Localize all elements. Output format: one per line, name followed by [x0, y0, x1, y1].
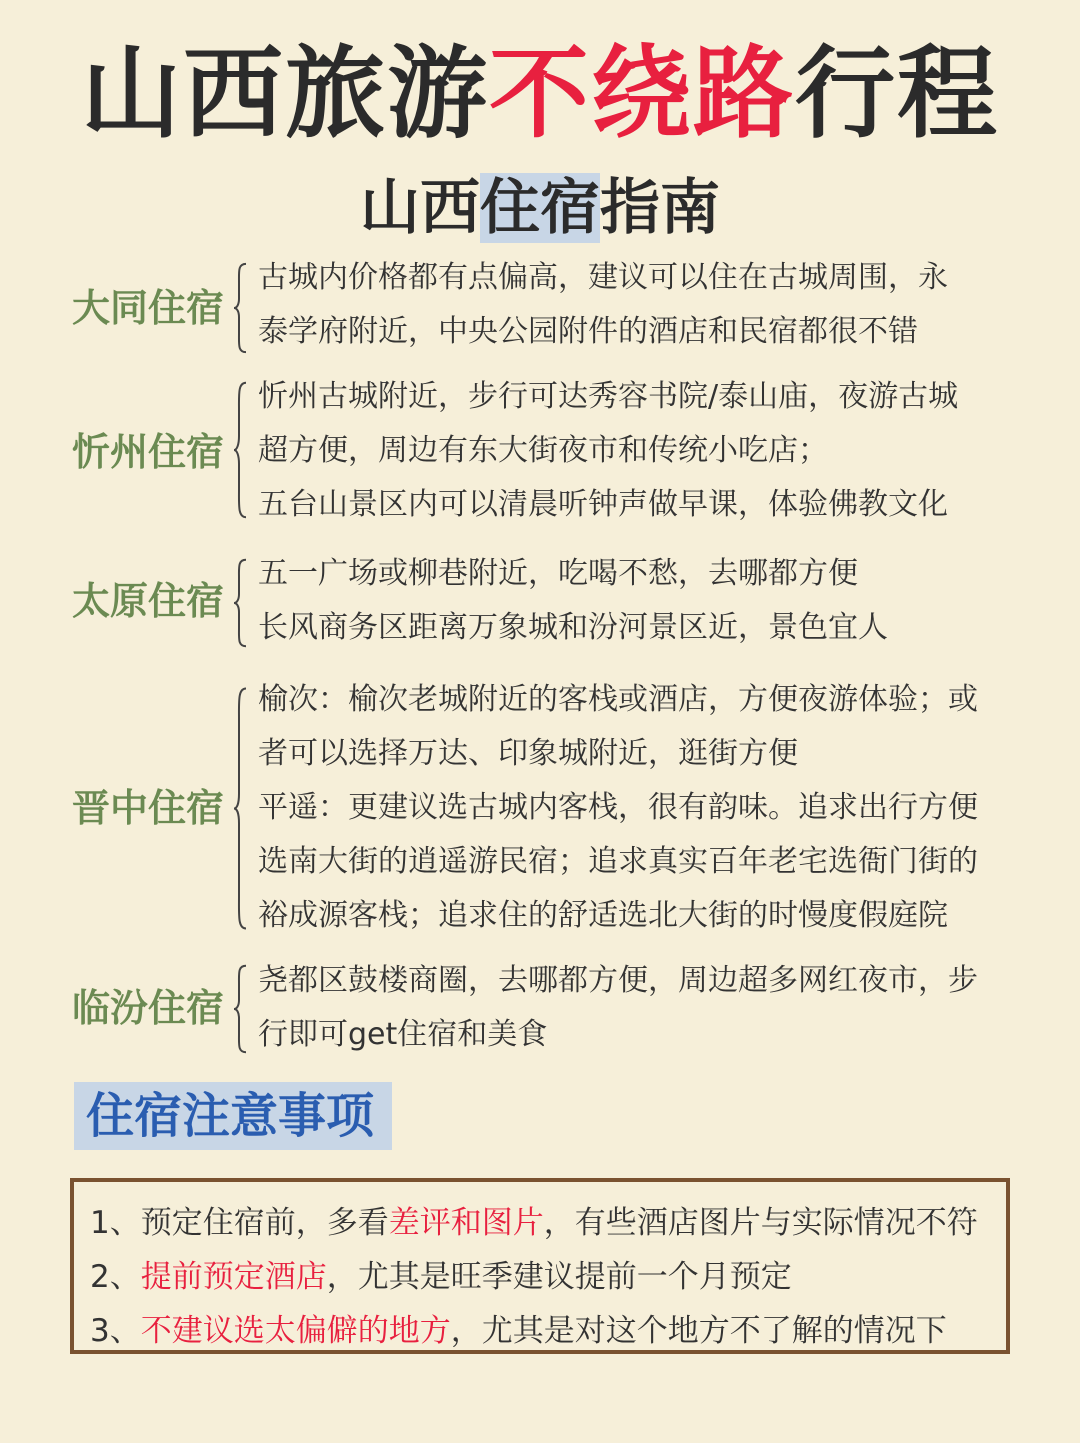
note-highlight: 不建议选太偏僻的地方 [140, 1313, 451, 1349]
subtitle-part-1: 山西 [360, 173, 480, 243]
brace-icon [232, 558, 248, 648]
notes-box [70, 1178, 1010, 1354]
brace-icon [232, 686, 248, 931]
region-body-xinzhou [258, 370, 1038, 532]
note-item [90, 1304, 1006, 1358]
notes-heading: 住宿注意事项 [74, 1082, 392, 1150]
region-line: 五台山景区内可以清晨听钟声做早课，体验佛教文化 [258, 487, 948, 522]
brace-icon [232, 262, 248, 354]
note-text: ，有些酒店图片与实际情况不符 [543, 1205, 978, 1241]
region-line: 长风商务区距离万象城和汾河景区近，景色宜人 [258, 610, 888, 645]
region-label-linfen: 临汾住宿 [72, 986, 225, 1030]
page-subtitle [0, 172, 1080, 244]
region-line: 超方便，周边有东大街夜市和传统小吃店； [258, 433, 828, 468]
note-item [90, 1196, 1006, 1250]
region-body-taiyuan [258, 547, 1038, 655]
region-label-jinzhong: 晋中住宿 [72, 786, 225, 830]
page-title [0, 34, 1080, 154]
region-line: 古城内价格都有点偏高，建议可以住在古城周围，永 [258, 260, 948, 295]
region-line: 选南大街的逍遥游民宿；追求真实百年老宅选衙门街的 [258, 844, 978, 879]
region-line: 榆次：榆次老城附近的客栈或酒店，方便夜游体验；或 [258, 682, 978, 717]
region-label-datong: 大同住宿 [72, 286, 225, 330]
region-label-xinzhou: 忻州住宿 [72, 430, 225, 474]
brace-icon [232, 964, 248, 1054]
subtitle-part-3: 指南 [600, 173, 720, 243]
region-line: 尧都区鼓楼商圈，去哪都方便，周边超多网红夜市，步 [258, 963, 978, 998]
region-line: 行即可get住宿和美食 [258, 1017, 548, 1052]
region-line: 五一广场或柳巷附近，吃喝不愁，去哪都方便 [258, 556, 858, 591]
subtitle-part-2-highlight: 住宿 [480, 173, 600, 243]
note-text: ，尤其是对这个地方不了解的情况下 [450, 1313, 947, 1349]
title-part-2-highlight: 不绕路 [489, 35, 795, 152]
note-number: 1、 [90, 1205, 141, 1241]
note-highlight: 提前预定酒店 [140, 1259, 327, 1295]
note-text: 预定住宿前，多看 [140, 1205, 389, 1241]
region-body-linfen [258, 954, 1038, 1062]
region-line: 者可以选择万达、印象城附近，逛街方便 [258, 736, 798, 771]
brace-icon [232, 380, 248, 520]
region-line: 忻州古城附近，步行可达秀容书院/泰山庙，夜游古城 [258, 379, 959, 414]
note-item [90, 1250, 1006, 1304]
note-highlight: 差评和图片 [388, 1205, 544, 1241]
title-part-1: 山西旅游 [81, 35, 489, 152]
note-text: ，尤其是旺季建议提前一个月预定 [326, 1259, 792, 1295]
note-number: 2、 [90, 1259, 141, 1295]
region-line: 泰学府附近，中央公园附件的酒店和民宿都很不错 [258, 314, 918, 349]
title-part-3: 行程 [795, 35, 999, 152]
region-body-datong [258, 251, 1038, 359]
region-line: 平遥：更建议选古城内客栈，很有韵味。追求出行方便 [258, 790, 978, 825]
region-body-jinzhong [258, 673, 1038, 943]
note-number: 3、 [90, 1313, 141, 1349]
region-line: 裕成源客栈；追求住的舒适选北大街的时慢度假庭院 [258, 898, 948, 933]
region-label-taiyuan: 太原住宿 [72, 579, 225, 623]
